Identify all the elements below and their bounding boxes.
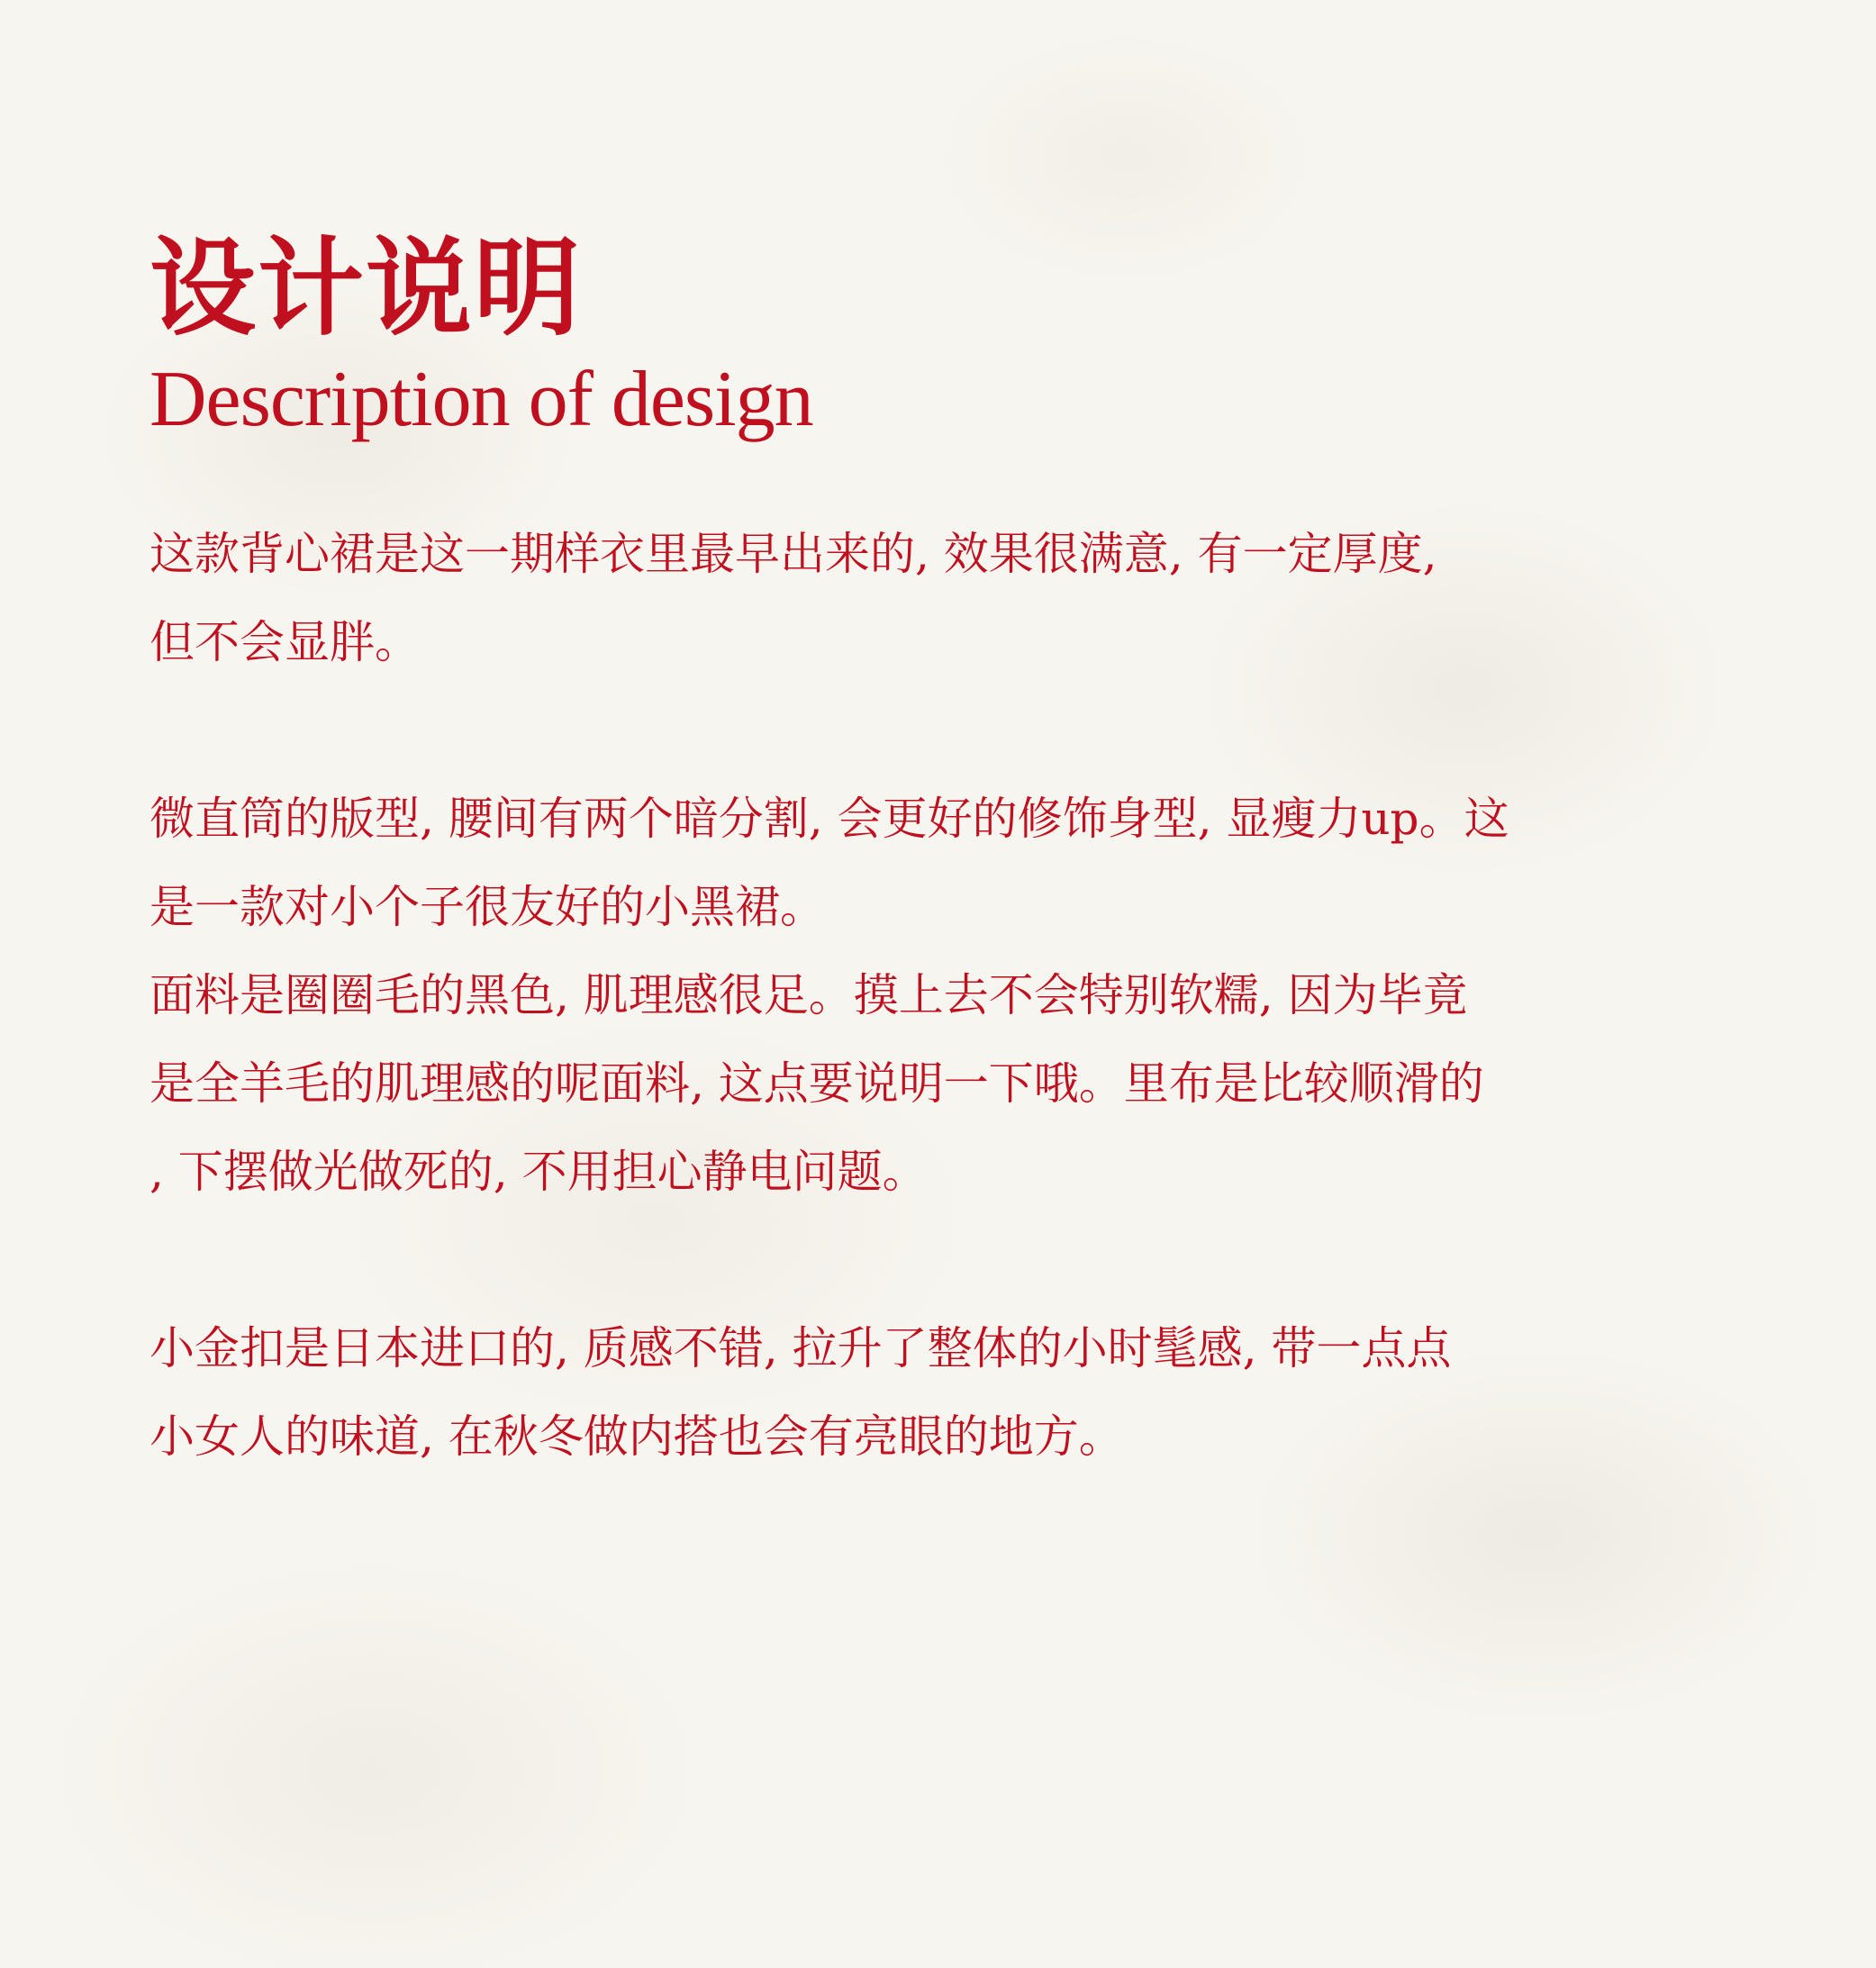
paragraph-line: 微直筒的版型, 腰间有两个暗分割, 会更好的修饰身型, 显瘦力up。这	[150, 793, 1509, 845]
paragraph-line: 是一款对小个子很友好的小黑裙。	[150, 881, 825, 933]
paragraph-line: 面料是圈圈毛的黑色, 肌理感很足。摸上去不会特别软糯, 因为毕竟	[150, 969, 1468, 1021]
paragraph-line: 是全羊毛的肌理感的呢面料, 这点要说明一下哦。里布是比较顺滑的	[150, 1057, 1484, 1110]
description-body	[150, 510, 1645, 1481]
paragraph-3	[150, 1304, 1645, 1481]
paragraph-2	[150, 775, 1645, 1216]
paragraph-line: , 下摆做光做死的, 不用担心静电问题。	[150, 1146, 928, 1198]
paragraph-line: 小金扣是日本进口的, 质感不错, 拉升了整体的小时髦感, 带一点点	[150, 1322, 1452, 1374]
paragraph-line: 但不会显胖。	[150, 616, 420, 668]
paragraph-line: 这款背心裙是这一期样衣里最早出来的, 效果很满意, 有一定厚度,	[150, 528, 1437, 580]
paragraph-1	[150, 510, 1645, 686]
paragraph-line: 小女人的味道, 在秋冬做内搭也会有亮眼的地方。	[150, 1410, 1124, 1463]
page-title-english: Description of design	[150, 356, 813, 443]
page-title-chinese: 设计说明	[150, 225, 583, 350]
design-description-section	[150, 225, 1735, 1569]
